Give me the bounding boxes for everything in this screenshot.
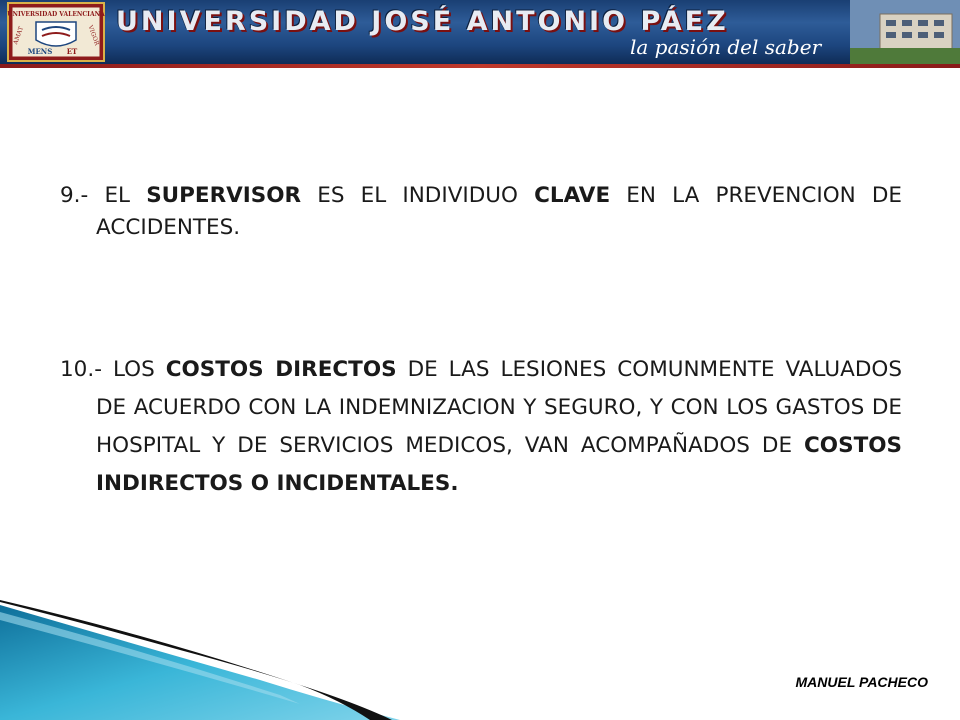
author-name: MANUEL PACHECO — [795, 674, 928, 690]
text-part: EL — [104, 183, 147, 208]
decorative-swoosh — [0, 590, 960, 720]
item-text — [96, 183, 902, 240]
bold-part: COSTOS INDIRECTOS O INCIDENTALES. — [96, 433, 902, 496]
item-paragraph — [60, 351, 902, 503]
university-shield-icon — [6, 2, 106, 62]
text-part: DE LAS LESIONES COMUNMENTE VALUADOS DE ACUERDO CON LA INDEMNIZACION Y SEGURO, Y CON LOS GASTOS DE HOSPITAL Y DE SERVICIOS MEDICOS, VAN ACOMPAÑADOS DE — [96, 357, 902, 458]
bold-part: CLAVE — [534, 183, 611, 208]
bold-part: COSTOS DIRECTOS — [165, 357, 397, 382]
logo-bottom-right-text: ET — [66, 47, 78, 56]
banner-divider — [0, 64, 960, 68]
item-paragraph — [60, 180, 902, 244]
logo-bottom-left-text: MENS — [27, 47, 53, 56]
logo-left-text: AMAT — [12, 25, 26, 46]
banner-title: UNIVERSIDAD JOSÉ ANTONIO PÁEZ — [116, 6, 729, 37]
banner-slogan: la pasión del saber — [630, 35, 822, 59]
text-part: EN LA PREVENCION DE ACCIDENTES. — [96, 183, 903, 240]
item-number: 10.- — [60, 357, 102, 382]
bold-part: SUPERVISOR — [146, 183, 302, 208]
logo-top-text: UNIVERSIDAD VALENCIANA — [7, 11, 105, 18]
logo-right-text: VIGOR — [86, 24, 101, 47]
university-banner — [0, 0, 960, 64]
campus-building-icon — [850, 0, 960, 64]
item-10 — [60, 351, 902, 503]
item-number: 9.- — [60, 183, 89, 208]
item-text — [96, 357, 902, 496]
item-9 — [60, 180, 902, 244]
text-part: ES EL INDIVIDUO — [301, 183, 535, 208]
text-part: LOS — [112, 357, 166, 382]
